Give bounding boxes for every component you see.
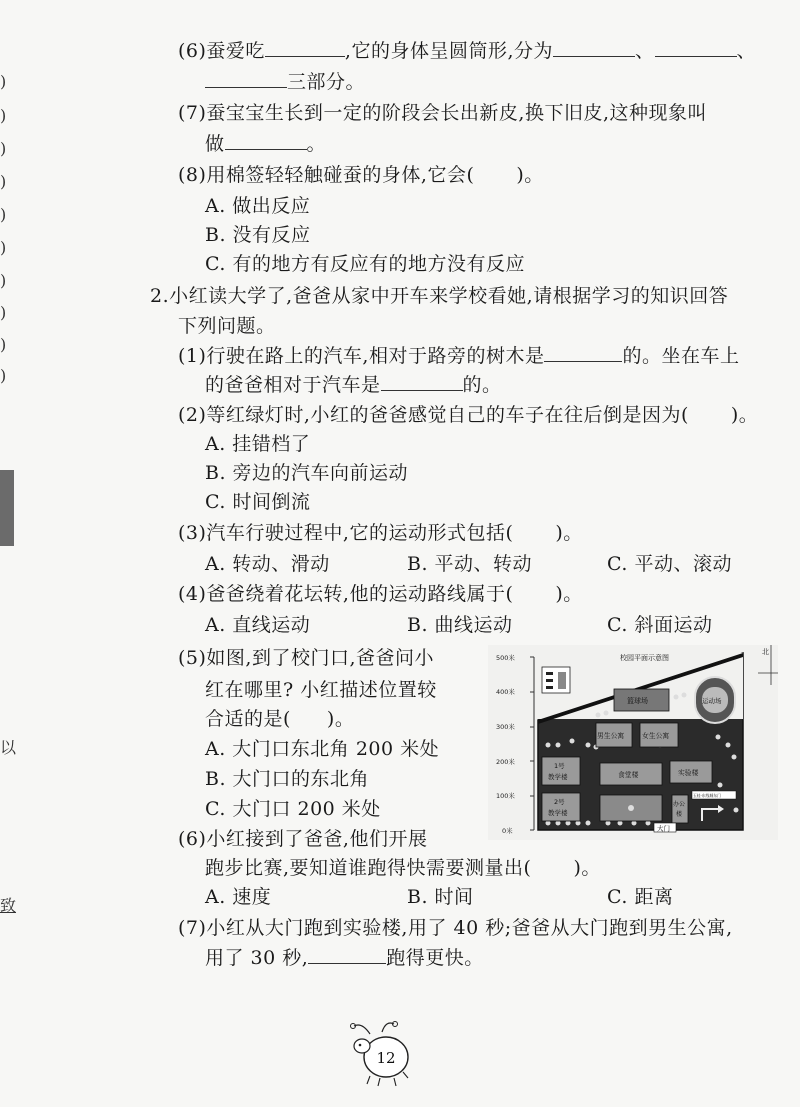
margin-mark: ) <box>0 139 7 158</box>
q2-5-option-a: A. 大门口东北角 200 米处 <box>205 738 440 760</box>
margin-mark: ) <box>0 72 7 91</box>
margin-mark: ) <box>0 172 7 191</box>
map-label: 办公 <box>673 801 686 808</box>
map-label: 教学楼 <box>548 773 568 781</box>
q2-7-line1: (7)小红从大门跑到实验楼,用了 40 秒;爸爸从大门跑到男生公寓, <box>178 917 733 939</box>
map-label: 楼 <box>676 811 683 818</box>
map-north-label: 北 <box>762 648 769 656</box>
answer-blank[interactable] <box>265 38 345 57</box>
q1-6-line2: 三部分。 <box>205 69 365 95</box>
map-ytick: 300米 <box>496 723 515 731</box>
margin-mark: ) <box>0 271 7 290</box>
map-small-note: 玉桂·东线城东门 <box>693 793 721 798</box>
margin-photo-fragment <box>0 470 14 546</box>
margin-mark: ) <box>0 106 7 125</box>
bug-head <box>354 1039 370 1053</box>
map-label: 2号 <box>554 798 565 806</box>
q2-2-option-c: C. 时间倒流 <box>205 491 311 513</box>
q2-5-option-b: B. 大门口的东北角 <box>205 768 370 790</box>
q2-3-option-a: A. 转动、滑动 <box>205 553 330 575</box>
map-label: 运动场 <box>702 697 722 705</box>
q1-8-option-a: A. 做出反应 <box>205 195 311 217</box>
answer-blank[interactable] <box>655 38 737 57</box>
page-number-badge <box>340 1020 430 1090</box>
map-ytick: 200米 <box>496 758 515 766</box>
q2-6-option-b: B. 时间 <box>407 886 474 908</box>
q2-2-stem: (2)等红绿灯时,小红的爸爸感觉自己的车子在往后倒是因为( )。 <box>178 404 759 426</box>
answer-blank[interactable] <box>381 372 463 391</box>
q2-5-line2: 红在哪里? 小红描述位置较 <box>205 679 437 701</box>
map-label: 1号 <box>554 762 565 770</box>
q2-3-option-c: C. 平动、滚动 <box>607 553 732 575</box>
q2-4-option-a: A. 直线运动 <box>205 614 311 636</box>
q2-stem-line1: 2.小红读大学了,爸爸从家中开车来学校看她,请根据学习的知识回答 <box>150 285 729 307</box>
q1-8-option-c: C. 有的地方有反应有的地方没有反应 <box>205 253 525 275</box>
margin-mark: ) <box>0 335 7 354</box>
q2-6-option-a: A. 速度 <box>205 886 272 908</box>
map-label: 大门 <box>657 824 670 833</box>
map-label: 教学楼 <box>548 809 568 817</box>
q2-2-option-a: A. 挂错档了 <box>205 433 311 455</box>
map-label: 食堂楼 <box>618 771 639 779</box>
q2-3-option-b: B. 平动、转动 <box>407 553 533 575</box>
margin-mark: ) <box>0 205 7 224</box>
map-ytick: 500米 <box>496 654 515 662</box>
q1-7-line2: 做 。 <box>205 133 327 155</box>
q1-8-stem: (8)用棉签轻轻触碰蚕的身体,它会( )。 <box>178 164 544 186</box>
q2-4-option-b: B. 曲线运动 <box>407 614 513 636</box>
q2-4-stem: (4)爸爸绕着花坛转,他的运动路线属于( )。 <box>178 583 583 605</box>
map-label: 男生公寓 <box>597 732 625 740</box>
q2-4-option-c: C. 斜面运动 <box>607 614 713 636</box>
q2-7-line2: 用了 30 秒, 跑得更快。 <box>205 947 484 969</box>
answer-blank[interactable] <box>225 131 307 150</box>
map-label: 实验楼 <box>678 769 699 777</box>
map-office-building <box>672 795 688 823</box>
margin-mark: 以 <box>0 738 17 757</box>
q2-5-line1: (5)如图,到了校门口,爸爸问小 <box>178 647 434 669</box>
q2-6-option-c: C. 距离 <box>607 886 674 908</box>
q1-7-line1: (7)蚕宝宝生长到一定的阶段会长出新皮,换下旧皮,这种现象叫 <box>178 102 707 124</box>
campus-map <box>488 645 778 840</box>
q1-6-line1: (6)蚕爱吃 ,它的身体呈圆筒形,分为 、 、 <box>178 40 757 62</box>
q2-5-line3: 合适的是( )。 <box>205 708 355 730</box>
map-label: 篮球场 <box>627 697 648 705</box>
margin-mark: ) <box>0 303 7 322</box>
margin-mark: 致 <box>0 896 17 915</box>
q2-3-stem: (3)汽车行驶过程中,它的运动形式包括( )。 <box>178 522 583 544</box>
answer-blank[interactable] <box>205 69 287 88</box>
answer-blank[interactable] <box>308 945 386 964</box>
map-ytick: 100米 <box>496 792 515 800</box>
map-ytick: 0米 <box>502 827 513 835</box>
q2-5-option-c: C. 大门口 200 米处 <box>205 798 381 820</box>
q2-1-line1: (1)行驶在路上的汽车,相对于路旁的树木是 的。坐在车上 <box>178 345 740 367</box>
margin-mark: ) <box>0 366 7 385</box>
q2-2-option-b: B. 旁边的汽车向前运动 <box>205 462 409 484</box>
map-label: 女生公寓 <box>642 732 670 740</box>
page-number: 12 <box>376 1049 396 1067</box>
q2-6-line1: (6)小红接到了爸爸,他们开展 <box>178 828 428 850</box>
antenna-left <box>354 1025 370 1034</box>
q2-1-line2: 的爸爸相对于汽车是 的。 <box>205 374 502 396</box>
q1-8-option-b: B. 没有反应 <box>205 224 311 246</box>
q2-6-line2: 跑步比赛,要知道谁跑得快需要测量出( )。 <box>205 857 601 879</box>
q2-stem-line2: 下列问题。 <box>178 315 276 337</box>
map-ytick: 400米 <box>496 688 515 696</box>
map-title: 校园平面示意图 <box>620 654 669 662</box>
margin-mark: ) <box>0 238 7 257</box>
answer-blank[interactable] <box>544 343 622 362</box>
answer-blank[interactable] <box>553 38 635 57</box>
